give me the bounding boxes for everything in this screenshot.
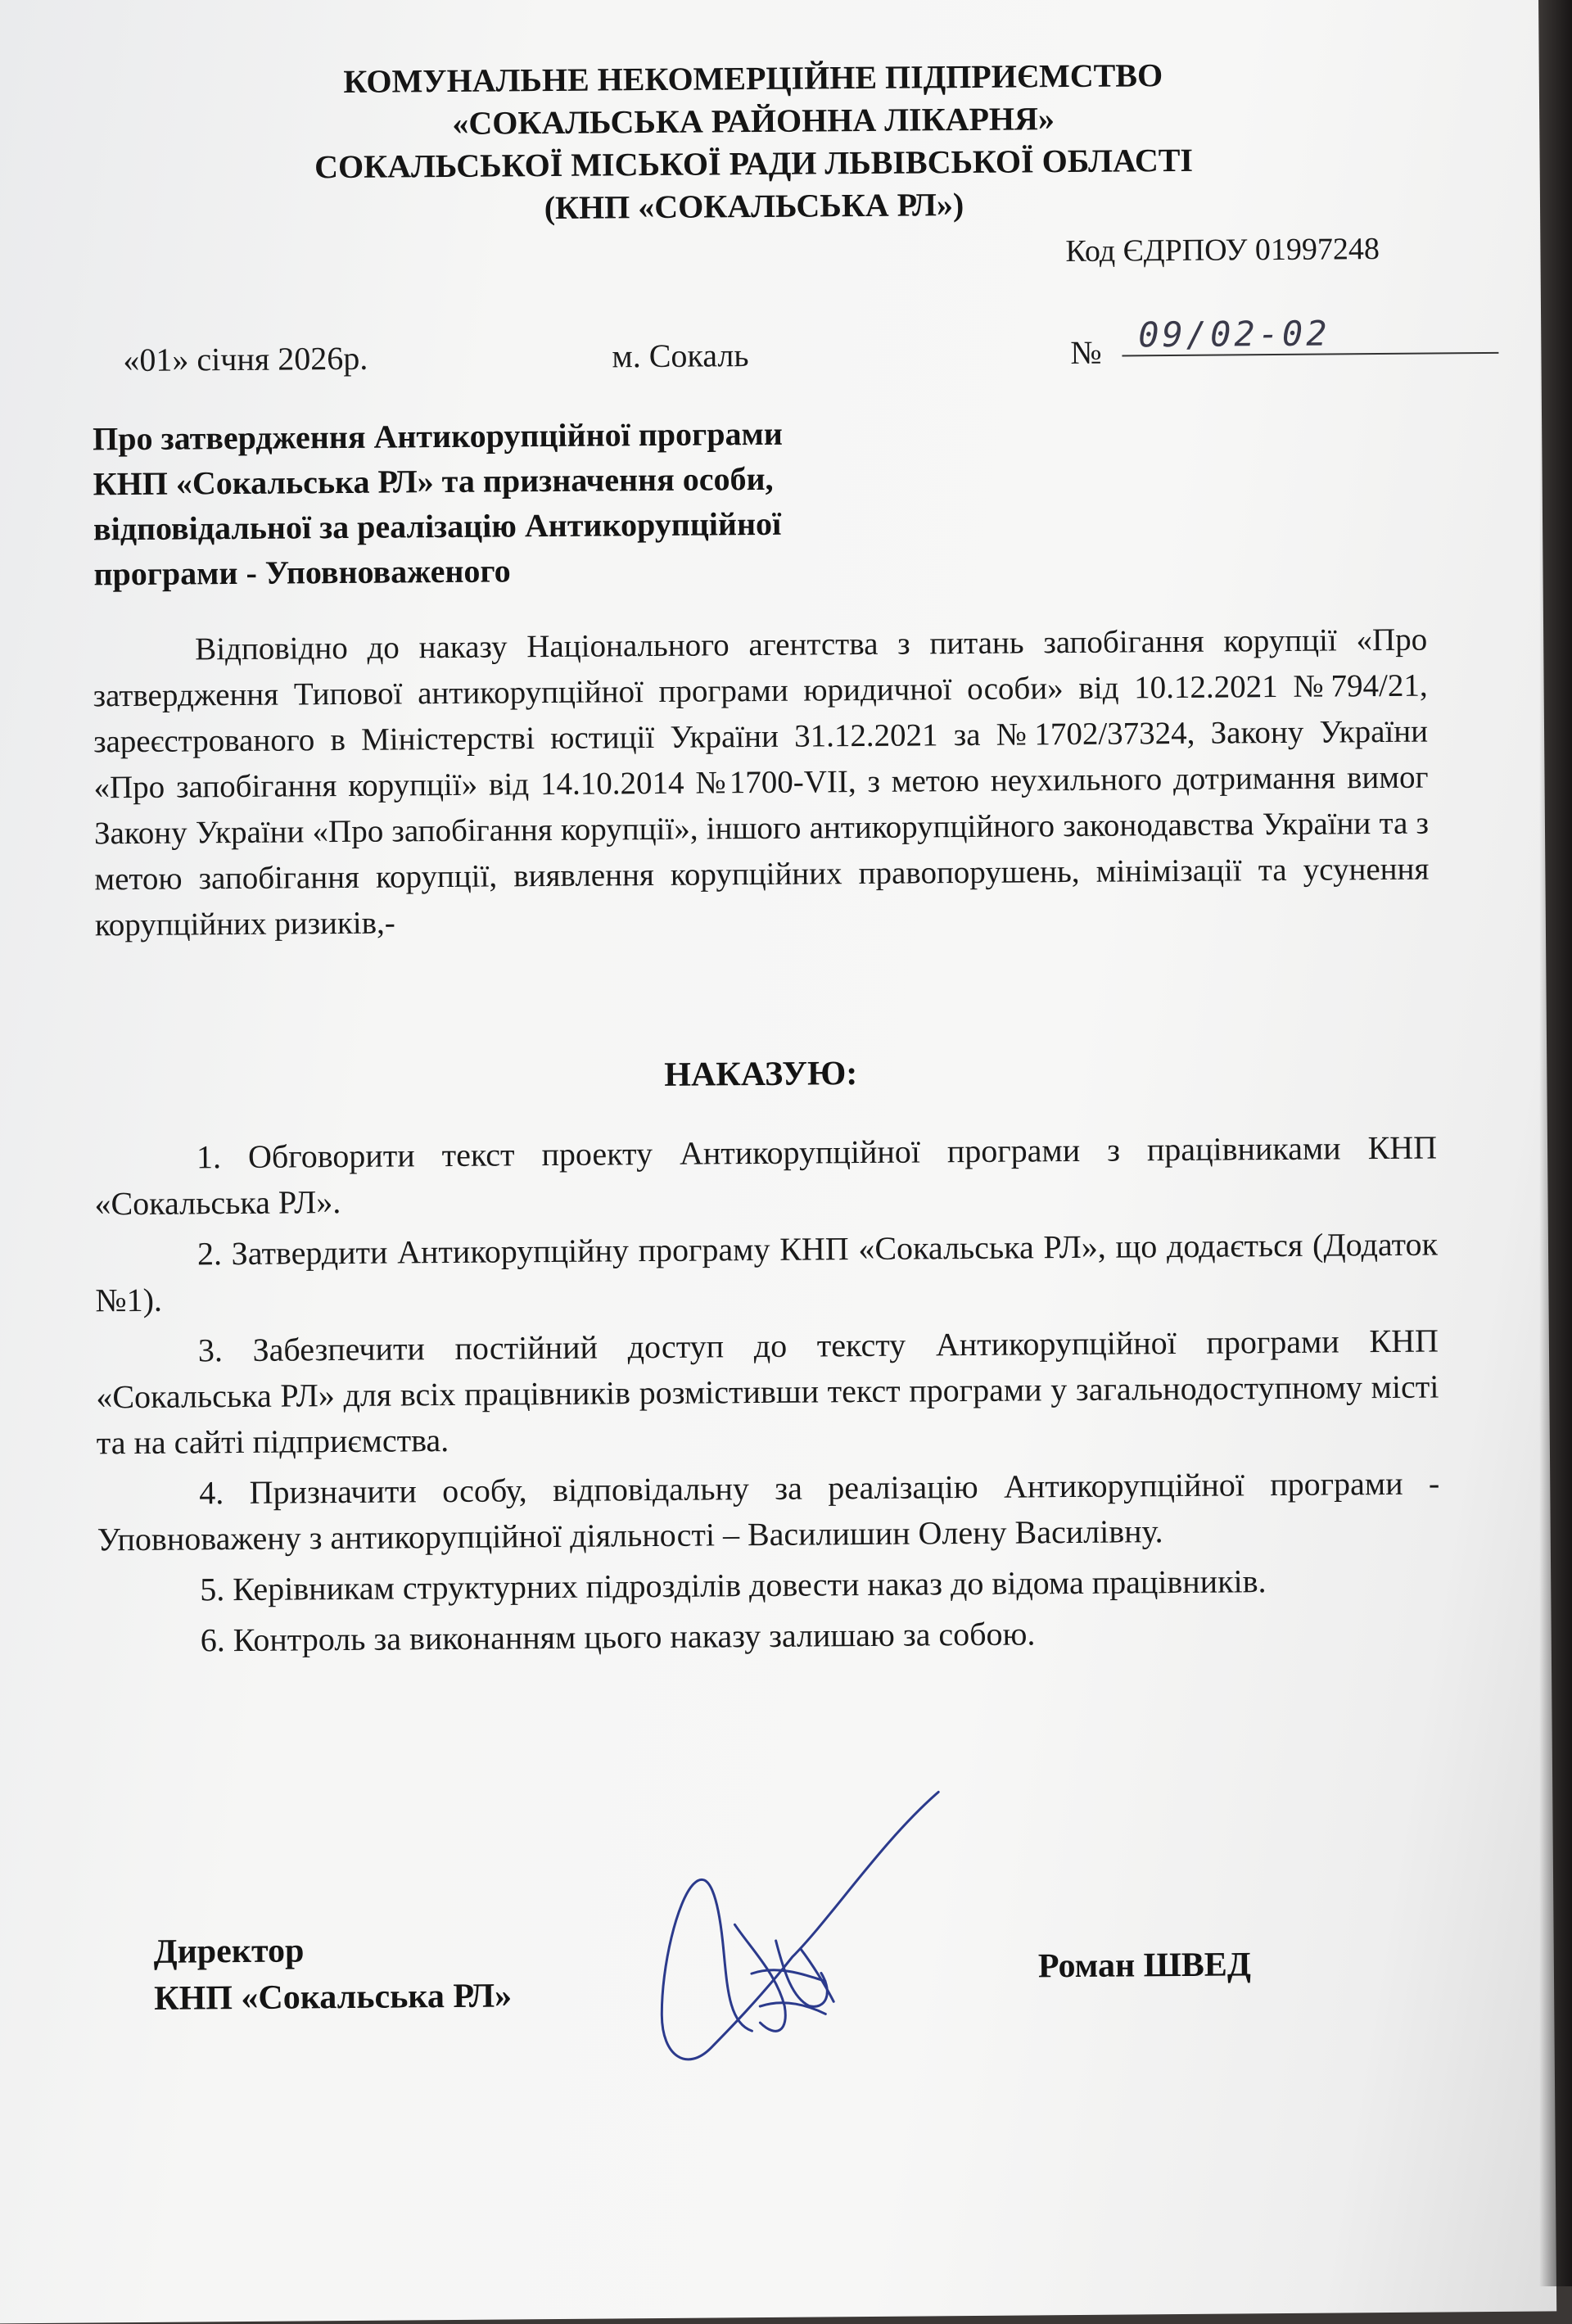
order-title: НАКАЗУЮ: [664,1055,858,1094]
order-item: 6. Контроль за виконанням цього наказу залишаю за собою. [200,1615,1036,1659]
order-item: 2. Затвердити Антикорупційну програму КНП «Сокальська РЛ», що додається (Додаток №1). [95,1225,1439,1319]
header-line-4: (КНП «СОКАЛЬСЬКА РЛ») [544,186,964,227]
order-city: м. Сокаль [612,337,749,375]
order-number-handwritten: 09/02-02 [1122,312,1498,357]
header-line-2: «СОКАЛЬСЬКА РАЙОННА ЛІКАРНЯ» [452,100,1055,142]
order-items [94,1125,1441,1670]
order-date: «01» січня 2026р. [123,339,368,379]
order-subject [93,409,995,597]
subject-line-2: КНП «Сокальська РЛ» та призначення особи, [93,459,774,503]
signatory-position-line-2: КНП «Сокальська РЛ» [153,1977,513,2018]
signatory-name: Роман ШВЕД [1037,1946,1251,1986]
organization-header [0,52,1540,234]
order-number-label: № [1070,333,1102,372]
page-edge-shadow [1539,0,1572,2286]
handwritten-signature [635,1759,965,2089]
order-item: 5. Керівникам структурних підрозділів довести наказ до відома працівників. [200,1562,1267,1608]
order-item: 4. Призначити особу, відповідальну за реалізацію Антикорупційної програми - Уповноважену з антикорупційної діяльності – Василишин Олену Василівну. [97,1464,1440,1558]
preamble [93,617,1430,949]
subject-line-3: відповідальної за реалізацію Антикорупційної [93,504,782,548]
edrpou-code: Код ЄДРПОУ 01997248 [1065,232,1380,269]
subject-line-4: програми - Уповноваженого [93,552,511,593]
header-line-3: СОКАЛЬСЬКОЇ МІСЬКОЇ РАДИ ЛЬВІВСЬКОЇ ОБЛАСТІ [314,141,1194,186]
date-line [0,313,1542,391]
order-item: 3. Забезпечити постійний доступ до тексту Антикорупційної програми КНП «Сокальська РЛ» для всіх працівників розмістивши текст програми у загальнодоступному місті та на сайті підприємства. [96,1322,1439,1462]
signatory-position [153,1926,512,2022]
subject-line-1: Про затвердження Антикорупційної програми [93,414,783,458]
preamble-paragraph: Відповідно до наказу Національного агентства з питань запобігання корупції «Про затвердження Типової антикорупційної програми юридичної особи» від 10.12.2021 №794/21, зареєстрованого в Міністерстві юстиції України 31.12.2021 за №1702/37324, Закону України «Про запобігання корупції» від 14.10.2014 №1700-VII, з метою неухильного дотримання вимог Закону України «Про запобігання корупції», іншого антикорупційного законодавства України та з метою запобігання корупції, виявлення корупційних правопорушень, мінімізації та усунення корупційних ризиків,- [93,622,1430,943]
order-item: 1. Обговорити текст проекту Антикорупційної програми з працівниками КНП «Сокальська РЛ». [94,1128,1438,1223]
signatory-position-line-1: Директор [153,1932,305,1971]
header-line-1: КОМУНАЛЬНЕ НЕКОМЕРЦІЙНЕ ПІДПРИЄМСТВО [343,57,1163,100]
